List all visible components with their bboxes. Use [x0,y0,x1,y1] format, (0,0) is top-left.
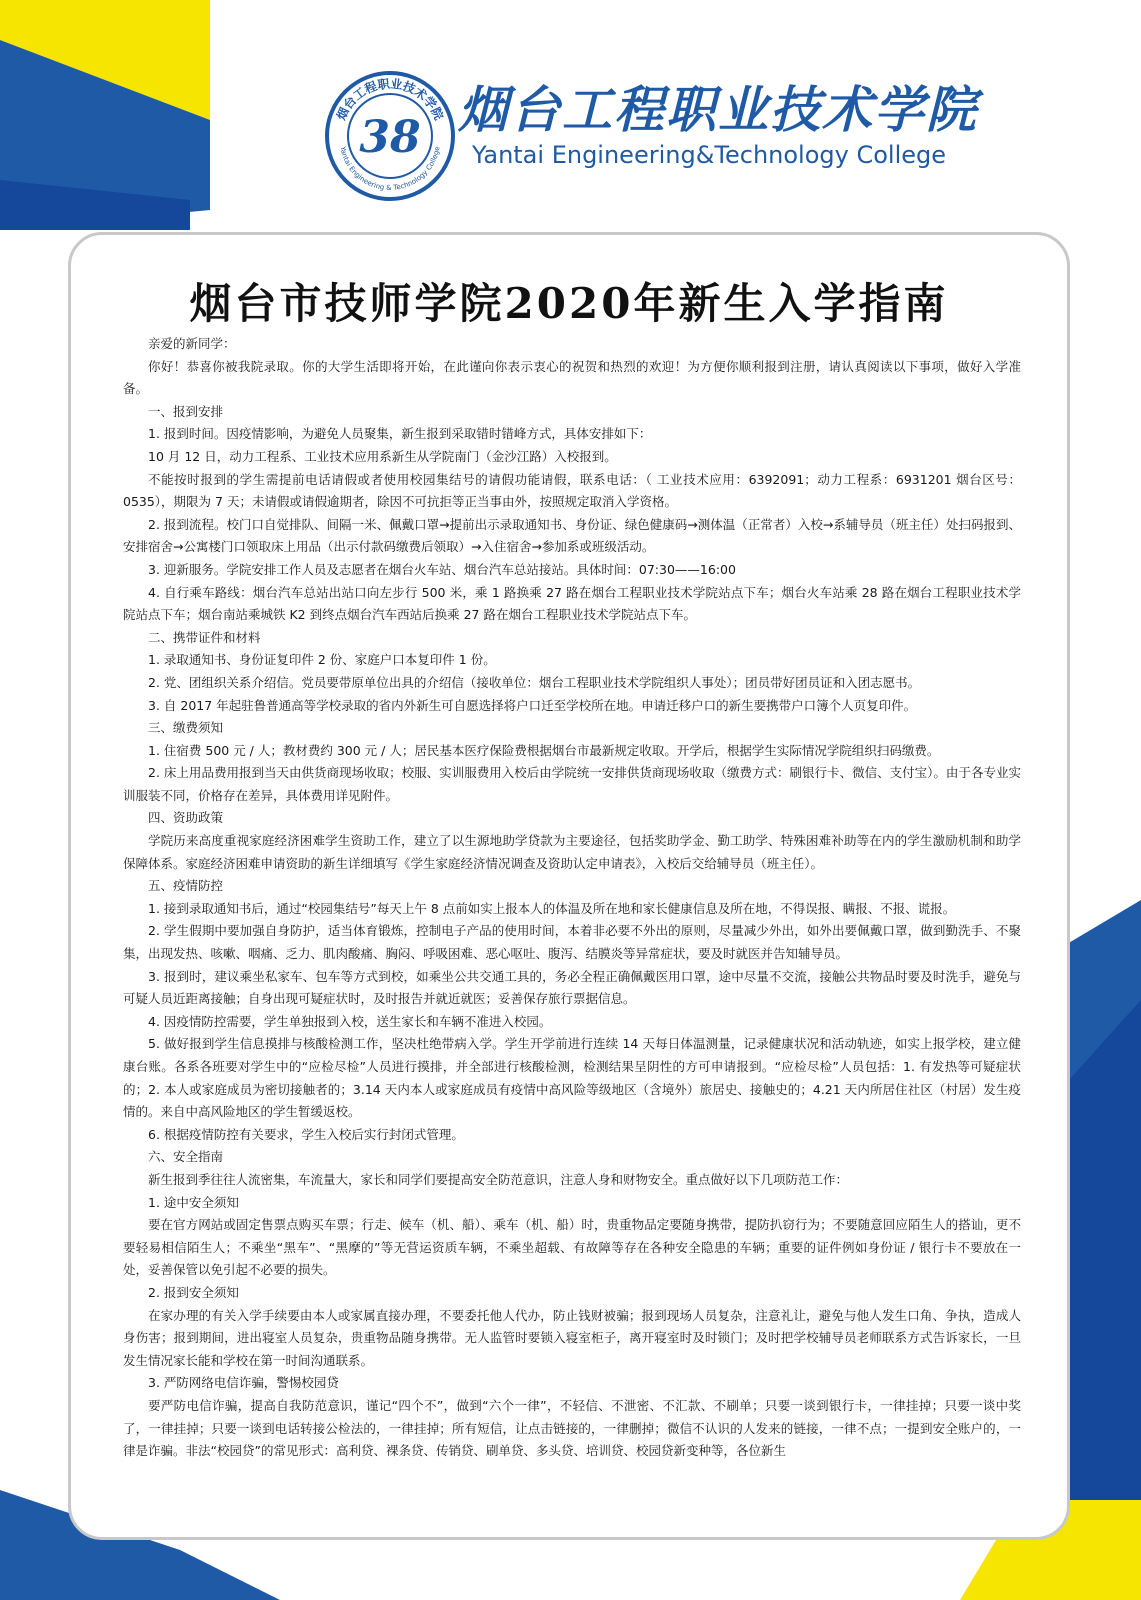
paragraph: 2. 报到流程。校门口自觉排队、间隔一米、佩戴口罩→提前出示录取通知书、身份证、绿色健康码→测体温（正常者）入校→系辅导员（班主任）处扫码报到、安排宿舍→公寓楼门口领取床上用品（出示付款码缴费后领取）→入住宿舍→参加系或班级活动。 [123,516,1021,555]
section-heading: 二、携带证件和材料 [148,629,261,645]
sub-heading: 2. 报到安全须知 [148,1284,239,1300]
paragraph: 1. 住宿费 500 元 / 人；教材费约 300 元 / 人；居民基本医疗保险费根据烟台市最新规定收取。开学后，根据学生实际情况学院组织扫码缴费。 [148,742,940,758]
college-name-en: Yantai Engineering&Technology College [472,141,947,169]
paragraph: 要在官方网站或固定售票点购买车票；行走、候车（机、船）、乘车（机、船）时，贵重物品定要随身携带，提防扒窃行为；不要随意回应陌生人的搭讪，更不要轻易相信陌生人；不乘坐“黑车”、“黑摩的”等无营运资质车辆，不乘坐超载、有故障等存在各种安全隐患的车辆；重要的证件例如身份证 / 银行卡不要放在一处，妥善保管以免引起不必要的损失。 [123,1217,1021,1278]
paragraph: 1. 报到时间。因疫情影响，为避免人员聚集，新生报到采取错时错峰方式，具体安排如下： [148,426,652,442]
paragraph: 10 月 12 日，动力工程系、工业技术应用系新生从学院南门（金沙江路）入校报到。 [148,448,617,464]
college-name-cn: 烟台工程职业技术学院 [458,80,978,139]
document-title: 烟台市技师学院2020年新生入学指南 [189,279,949,328]
paragraph: 学院历来高度重视家庭经济困难学生资助工作，建立了以生源地助学贷款为主要途径，包括奖助学金、勤工助学、特殊困难补助等在内的学生激励机制和助学保障体系。家庭经济困难申请资助的新生详细填写《学生家庭经济情况调查及资助认定申请表》，入校后交给辅导员（班主任）。 [123,833,1021,871]
paragraph: 2. 学生假期中要加强自身防护，适当体育锻炼，控制电子产品的使用时间，本着非必要不外出的原则，尽量减少外出，如外出要佩戴口罩，做到勤洗手、不聚集，出现发热、咳嗽、咽痛、乏力、肌肉酸痛、胸闷、呼吸困难、恶心呕吐、腹泻、结膜炎等异常症状，要及时就医并告知辅导员。 [123,923,1021,962]
paragraph: 3. 报到时，建议乘坐私家车、包车等方式到校，如乘坐公共交通工具的，务必全程正确佩戴医用口罩，途中尽量不交流，接触公共物品时要及时洗手，避免与可疑人员近距离接触；自身出现可疑症状时，及时报告并就近就医；妥善保存旅行票据信息。 [123,968,1021,1007]
paragraph: 在家办理的有关入学手续要由本人或家属直接办理，不要委托他人代办，防止钱财被骗；报到现场人员复杂，注意礼让，避免与他人发生口角、争执，造成人身伤害；报到期间，进出寝室人员复杂，贵重物品随身携带。无人监管时要锁入寝室柜子，离开寝室时及时锁门；及时把学校辅导员老师联系方式告诉家长，一旦发生情况家长能和学校在第一时间沟通联系。 [123,1307,1021,1368]
paragraph: 新生报到季往往人流密集，车流量大，家长和同学们要提高安全防范意识，注意人身和财物安全。重点做好以下几项防范工作： [148,1171,849,1187]
emblem-number: 38 [359,112,421,163]
paragraph: 要严防电信诈骗，提高自我防范意识，谨记“四个不”，做到“六个一律”，不轻信、不泄密、不汇款、不刷单；只要一谈到银行卡，一律挂掉；只要一谈中奖了，一律挂掉；只要一谈到电话转接公检法的，一律挂掉；所有短信，让点击链接的，一律删掉；微信不认识的人发来的链接，一律不点；一提到安全账户的，一律是诈骗。非法“校园贷”的常见形式：高利贷、裸条贷、传销贷、刷单贷、多头贷、培训贷、校园贷新变种等，各位新生 [123,1397,1021,1459]
paragraph: 2. 床上用品费用报到当天由供货商现场收取；校服、实训服费用入校后由学院统一安排供货商现场收取（缴费方式：刷银行卡、微信、支付宝）。由于各专业实训服装不同，价格存在差异，具体费用详见附件。 [123,765,1021,803]
paragraph: 3. 自 2017 年起驻鲁普通高等学校录取的省内外新生可自愿选择将户口迁至学校所在地。申请迁移户口的新生要携带户口簿个人页复印件。 [148,697,917,713]
header [0,0,1141,230]
salutation: 亲爱的新同学： [148,336,236,351]
emblem-ring-en: Yantai Engineering & Technology College [338,145,442,193]
section-heading: 六、安全指南 [148,1149,224,1165]
paragraph: 4. 因疫情防控需要，学生单独报到入校，送生家长和车辆不准进入校园。 [148,1013,552,1029]
paragraph: 3. 迎新服务。学院安排工作人员及志愿者在烟台火车站、烟台汽车总站接站。具体时间：07:30——16:00 [148,561,736,577]
sub-heading: 3. 严防网络电信诈骗，警惕校园贷 [148,1375,339,1391]
paragraph: 不能按时报到的学生需提前电话请假或者使用校园集结号的请假功能请假，联系电话：（ 工业技术应用：6392091；动力工程系：6931201 烟台区号：0535），期限为 7 天；未请假或请假逾期者，除因不可抗拒等正当事由外，按照规定取消入学资格。 [123,471,1021,510]
sub-heading: 1. 途中安全须知 [148,1194,239,1210]
paragraph: 5. 做好报到学生信息摸排与核酸检测工作，坚决杜绝带病入学。学生开学前进行连续 14 天每日体温测量，记录健康状况和活动轨迹，如实上报学校，建立健康台账。各系各班要对学生中的“应检尽检”人员进行摸排，并全部进行核酸检测，检测结果呈阴性的方可申请报到。“应检尽检”人员包括：1. 有发热等可疑症状的；2. 本人或家庭成员为密切接触者的；3.14 天内本人或家庭成员有疫情中高风险等级地区（含境外）旅居史、接触史的；4.21 天内所居住社区（村居）发生疫情的。来自中高风险地区的学生暂缓返校。 [123,1036,1021,1120]
paragraph: 4. 自行乘车路线：烟台汽车总站出站口向左步行 500 米，乘 1 路换乘 27 路在烟台工程职业技术学院站点下车；烟台火车站乘 28 路在烟台工程职业技术学院站点下车；烟台南站乘城铁 K2 到终点烟台汽车西站后换乘 27 路在烟台工程职业技术学院站点下车。 [123,584,1021,623]
paragraph: 1. 录取通知书、身份证复印件 2 份、家庭户口本复印件 1 份。 [148,652,496,668]
section-heading: 四、资助政策 [148,810,224,826]
document-body [123,333,1021,1463]
content-card [68,232,1070,1540]
section-heading: 三、缴费须知 [148,720,224,736]
intro-paragraph: 你好！恭喜你被我院录取。你的大学生活即将开始，在此谨向你表示衷心的祝贺和热烈的欢迎！为方便你顺利报到注册，请认真阅读以下事项，做好入学准备。 [123,358,1021,397]
college-emblem [324,70,456,202]
paragraph: 6. 根据疫情防控有关要求，学生入校后实行封闭式管理。 [148,1126,464,1142]
section-heading: 一、报到安排 [148,403,224,419]
paragraph: 2. 党、团组织关系介绍信。党员要带原单位出具的介绍信（接收单位：烟台工程职业技术学院组织人事处）；团员带好团员证和入团志愿书。 [148,674,921,690]
paragraph: 1. 接到录取通知书后，通过“校园集结号”每天上午 8 点前如实上报本人的体温及所在地和家长健康信息及所在地，不得误报、瞒报、不报、谎报。 [148,900,956,916]
section-heading: 五、疫情防控 [148,878,224,894]
emblem-ring-cn: 烟台工程职业技术学院 [334,76,446,123]
